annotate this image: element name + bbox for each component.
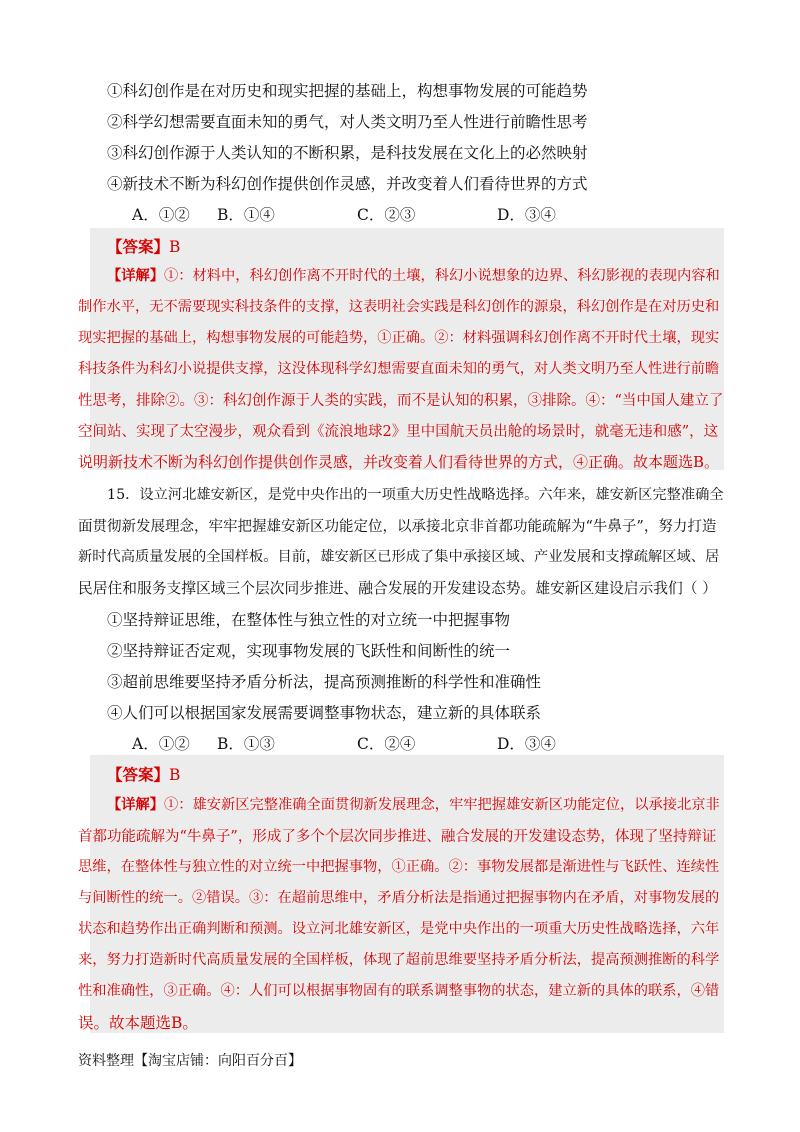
q15-detail-line-1	[107, 794, 720, 814]
q15-detail-line-6: 来，努力打造新时代高质量发展的全国样板，体现了超前思维要坚持矛盾分析法，提高预测推断的科学	[78, 952, 720, 968]
q14-option-b: B．①④	[217, 206, 275, 224]
q14-detail-text: ①：材料中，科幻创作离不开时代的土壤，科幻小说想象的边界、科幻影视的表现内容和	[164, 268, 720, 284]
q14-detail-tag: 【详解】	[107, 268, 165, 284]
q15-detail-text: ①：雄安新区完整准确全面贯彻新发展理念，牢牢把握雄安新区功能定位，以承接北京非	[164, 797, 720, 813]
q15-option-d: D．③④	[497, 735, 556, 753]
q14-option-d: D．③④	[497, 206, 556, 224]
q15-option-a: A．①②	[132, 735, 190, 753]
q15-stem-line-1: 15．设立河北雄安新区，是党中央作出的一项重大历史性战略选择。六年来，雄安新区完整准确全	[107, 487, 724, 503]
q15-statement-1: ①坚持辩证思维，在整体性与独立性的对立统一中把握事物	[107, 611, 511, 629]
q14-answer	[107, 235, 180, 257]
q15-option-c: C．②④	[357, 735, 416, 753]
q14-detail-line-4: 科技条件为科幻小说提供支撑，这没体现科学幻想需要直面未知的勇气，对人类文明乃至人性进行前瞻	[78, 361, 720, 377]
q15-statement-3: ③超前思维要坚持矛盾分析法，提高预测推断的科学性和准确性	[107, 673, 542, 691]
q14-detail-line-5: 性思考，排除②。③：科幻创作源于人类的实践，而不是认知的积累，③排除。④：“当中国人建立了	[78, 393, 724, 409]
q15-detail-line-5: 状态和趋势作出正确判断和预测。设立河北雄安新区，是党中央作出的一项重大历史性战略选择，六年	[78, 921, 720, 937]
q15-detail-line-8: 误。故本题选B。	[78, 1014, 198, 1032]
q15-detail-line-3: 思维，在整体性与独立性的对立统一中把握事物，①正确。②：事物发展都是渐进性与飞跃性、连续性	[78, 859, 720, 875]
q14-answer-tag: 【答案】	[107, 237, 170, 256]
q15-statement-4: ④人们可以根据国家发展需要调整事物状态，建立新的具体联系	[107, 704, 542, 722]
q15-answer-tag: 【答案】	[107, 765, 170, 784]
q14-detail-line-7: 说明新技术不断为科幻创作提供创作灵感，并改变着人们看待世界的方式，④正确。故本题选B。	[78, 453, 720, 471]
q14-detail-line-3: 现实把握的基础上，构想事物发展的可能趋势，①正确。②：材料强调科幻创作离不开时代土壤，现实	[78, 330, 720, 346]
q15-statement-2: ②坚持辩证否定观，实现事物发展的飞跃性和间断性的统一	[107, 642, 511, 660]
q14-statement-3: ③科幻创作源于人类认知的不断积累，是科技发展在文化上的必然映射	[107, 144, 588, 162]
q14-detail-line-1	[107, 265, 720, 285]
q14-statement-2: ②科学幻想需要直面未知的勇气，对人类文明乃至人性进行前瞻性思考	[107, 113, 588, 131]
q15-answer	[107, 763, 180, 785]
q15-detail-line-4: 与间断性的统一。②错误。③：在超前思维中，矛盾分析法是指通过把握事物内在矛盾，对事物发展的	[78, 890, 720, 906]
q15-answer-value: B	[169, 766, 181, 784]
q15-option-b: B．①③	[217, 735, 275, 753]
q15-detail-tag: 【详解】	[107, 797, 165, 813]
q15-stem-line-2: 面贯彻新发展理念，牢牢把握雄安新区功能定位，以承接北京非首都功能疏解为“牛鼻子”，努力打造	[78, 519, 717, 535]
q15-detail-line-7: 性和准确性，③正确。④：人们可以根据事物固有的联系调整事物的状态，建立新的具体的联系，④错	[78, 983, 720, 999]
q14-option-a: A．①②	[132, 206, 190, 224]
q14-statement-1: ①科幻创作是在对历史和现实把握的基础上，构想事物发展的可能趋势	[107, 82, 588, 100]
q14-statement-4: ④新技术不断为科幻创作提供创作灵感，并改变着人们看待世界的方式	[107, 175, 588, 193]
q15-stem-line-4: 民居住和服务支撑区域三个层次同步推进、融合发展的开发建设态势。雄安新区建设启示我们（ ）	[78, 580, 717, 597]
page-footer: 资料整理【淘宝店铺：向阳百分百】	[78, 1053, 302, 1069]
q14-answer-value: B	[169, 238, 181, 256]
q14-option-c: C．②③	[357, 206, 416, 224]
q14-detail-line-6: 空间站、实现了太空漫步，观众看到《流浪地球2》里中国航天员出舱的场景时，就毫无违和感”，这	[78, 424, 719, 440]
q15-detail-line-2: 首都功能疏解为“牛鼻子”，形成了多个个层次同步推进、融合发展的开发建设态势，体现了坚持辩证	[78, 829, 717, 845]
q15-stem-line-3: 新时代高质量发展的全国样板。目前，雄安新区已形成了集中承接区域、产业发展和支撑疏解区域、居	[78, 549, 720, 565]
q14-detail-line-2: 制作水平，无不需要现实科技条件的支撑，这表明社会实践是科幻创作的源泉，科幻创作是在对历史和	[78, 299, 720, 315]
